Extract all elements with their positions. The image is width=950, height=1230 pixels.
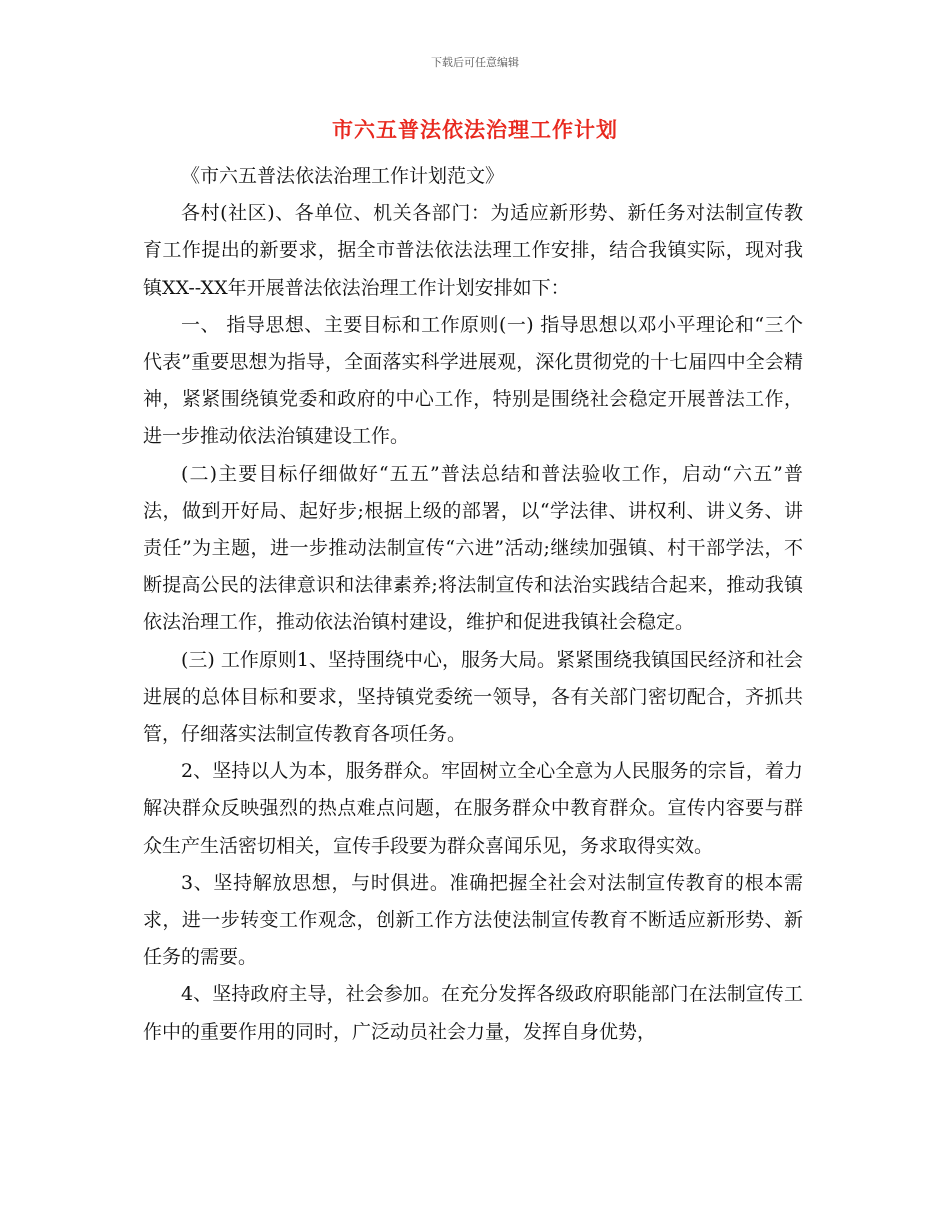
document-title: 市六五普法依法治理工作计划 bbox=[332, 117, 618, 142]
paragraph: 3、坚持解放思想，与时俱进。准确把握全社会对法制宣传教育的根本需求，进一步转变工作观念，创新工作方法使法制宣传教育不断适应新形势、新任务的需要。 bbox=[143, 871, 803, 969]
paragraph: 《市六五普法依法治理工作计划范文》 bbox=[181, 165, 505, 187]
paragraph: (二)主要目标仔细做好“五五”普法总结和普法验收工作，启动“六五”普法，做到开好局、起好步;根据上级的部署，以“学法律、讲权利、讲义务、讲责任”为主题，进一步推动法制宣传“六进”活动;继续加强镇、村干部学法，不断提高公民的法律意识和法律素养;将法制宣传和法治实践结合起来，推动我镇依法治理工作，推动依法治镇村建设，维护和促进我镇社会稳定。 bbox=[143, 462, 803, 634]
document-body bbox=[143, 158, 803, 1051]
paragraph: (三) 工作原则1、坚持围绕中心，服务大局。紧紧围绕我镇国民经济和社会进展的总体目标和要求，坚持镇党委统一领导，各有关部门密切配合，齐抓共管，仔细落实法制宣传教育各项任务。 bbox=[143, 648, 803, 746]
paragraph: 一、 指导思想、主要目标和工作原则(一) 指导思想以邓小平理论和“三个代表”重要思想为指导，全面落实科学进展观，深化贯彻党的十七届四中全会精神，紧紧围绕镇党委和政府的中心工作，特别是围绕社会稳定开展普法工作，进一步推动依法治镇建设工作。 bbox=[143, 313, 803, 448]
paragraph: 各村(社区)、各单位、机关各部门：为适应新形势、新任务对法制宣传教育工作提出的新要求，据全市普法依法法理工作安排，结合我镇实际，现对我镇XX--XX年开展普法依法治理工作计划安排如下： bbox=[143, 202, 803, 299]
header-note: 下载后可任意编辑 bbox=[431, 56, 519, 69]
paragraph: 2、坚持以人为本，服务群众。牢固树立全心全意为人民服务的宗旨，着力解决群众反映强烈的热点难点问题，在服务群众中教育群众。宣传内容要与群众生产生活密切相关，宣传手段要为群众喜闻乐见，务求取得实效。 bbox=[143, 760, 803, 857]
paragraph: 4、坚持政府主导，社会参加。在充分发挥各级政府职能部门在法制宣传工作中的重要作用的同时，广泛动员社会力量，发挥自身优势， bbox=[143, 983, 803, 1043]
